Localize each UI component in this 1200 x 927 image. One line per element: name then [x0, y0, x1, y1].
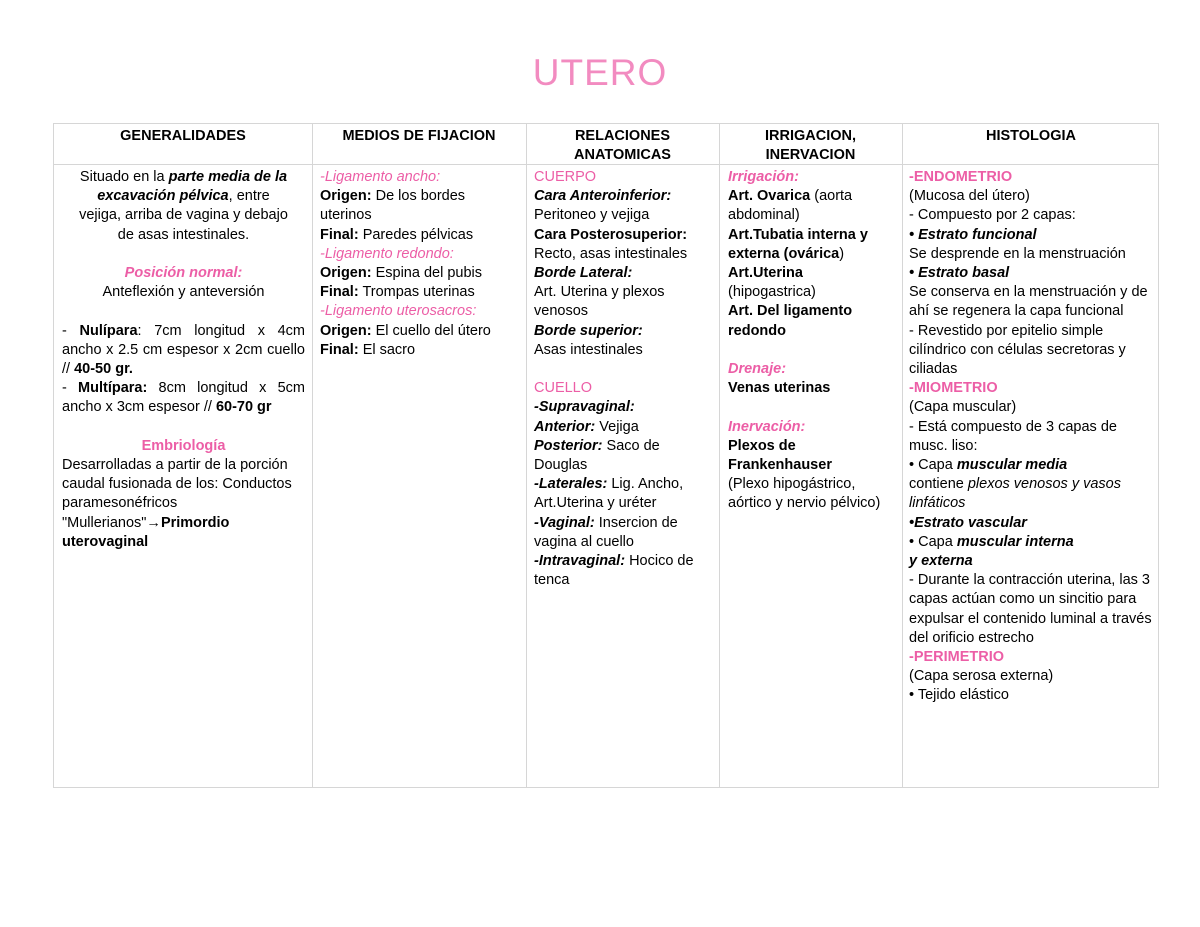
art-tubaria: Art.Tubatia interna y externa (ovárica — [728, 226, 868, 262]
ligamento-redondo-final — [320, 283, 520, 302]
situado-text — [62, 168, 305, 245]
estrato-vascular: •Estrato vascular — [909, 514, 1027, 531]
irrigacion-title: Irrigación: — [728, 169, 799, 185]
laterales-label: -Laterales: — [534, 476, 608, 493]
tejido-elastico: • Tejido elástico — [909, 687, 1009, 704]
embriologia-title: Embriología — [141, 437, 226, 454]
endometrio-capas: - Compuesto por 2 capas: — [909, 207, 1076, 224]
art-ovarica-text — [728, 187, 898, 225]
anterior-label: Anterior: — [534, 418, 596, 435]
supravaginal-label: -Supravaginal: — [534, 399, 635, 416]
miometrio-title: -MIOMETRIO — [909, 380, 998, 397]
ligamento-redondo-title: -Ligamento redondo: — [320, 245, 454, 262]
miometrio-capas: - Está compuesto de 3 capas de musc. liso: — [909, 418, 1117, 454]
vaginal-value: Insercion de vagina al cuello — [534, 514, 678, 550]
header-relaciones-line2: ANATOMICAS — [574, 147, 671, 163]
inervacion-title: Inervación: — [728, 418, 806, 435]
ligamento-ancho-title: -Ligamento ancho: — [320, 169, 441, 185]
posicion-value: Anteflexión y anteversión — [102, 284, 265, 301]
header-generalidades: GENERALIDADES — [120, 128, 246, 144]
capa-media-prefix: • Capa — [909, 457, 957, 474]
multipara-text — [62, 379, 305, 417]
capa-media-desc — [909, 475, 1152, 513]
final-value: Paredes pélvicas — [358, 226, 474, 243]
perimetrio-desc: (Capa serosa externa) — [909, 668, 1054, 685]
art-tubaria-close: ) — [839, 245, 845, 262]
capa-externa: y externa — [909, 553, 973, 570]
intravaginal-label: -Intravaginal: — [534, 553, 626, 570]
header-medios: MEDIOS DE FIJACION — [342, 128, 496, 144]
laterales-value: Lig. Ancho, Art.Uterina y uréter — [534, 476, 684, 512]
embrio-a: Desarrolladas a partir de la porción caudal fusionada de los: Conductos paramesonéfricos "Mullerianos"→ — [62, 457, 292, 531]
vaginal-text — [534, 514, 715, 552]
ligamento-uterosacros-title: -Ligamento uterosacros: — [320, 303, 477, 320]
ligamento-redondo-origen — [320, 264, 520, 283]
final-value: Trompas uterinas — [358, 284, 475, 301]
inervacion-value: Plexos de Frankenhauser — [728, 437, 832, 474]
situado-b: parte media de la — [168, 169, 288, 185]
cara-posterosuperior-value: Recto, asas intestinales — [534, 245, 688, 262]
art-ovarica-desc: (aorta abdominal) — [728, 188, 853, 224]
ligamento-ancho-final — [320, 226, 520, 245]
posicion-title: Posición normal: — [124, 265, 243, 281]
nulipara-text — [62, 322, 305, 380]
drenaje-value: Venas uterinas — [728, 380, 831, 397]
column-irrigacion — [719, 124, 902, 787]
origen-value: El cuello del útero — [371, 322, 491, 339]
vaginal-label: -Vaginal: — [534, 514, 595, 531]
situado-c: excavación pélvica — [97, 188, 229, 205]
embrio-b: Primordio uterovaginal — [62, 514, 230, 550]
header-relaciones — [526, 127, 719, 165]
posterior-text — [534, 437, 715, 475]
final-label: Final: — [320, 341, 359, 358]
intravaginal-value: Hocico de tenca — [534, 553, 694, 589]
column-relaciones — [526, 124, 719, 787]
art-uterina: Art.Uterina — [728, 265, 803, 282]
inervacion-desc: (Plexo hipogástrico, aórtico y nervio pélvico) — [728, 476, 881, 512]
origen-value: Espina del pubis — [371, 265, 482, 282]
estrato-basal-desc: Se conserva en la menstruación y de ahí se regenera la capa funcional — [909, 284, 1148, 320]
anterior-value: Vejiga — [595, 418, 639, 435]
column-histologia — [902, 124, 1160, 787]
cara-anteroinferior-value: Peritoneo y vejiga — [534, 207, 650, 224]
borde-lateral-label: Borde Lateral: — [534, 265, 633, 282]
estrato-funcional: • Estrato funcional — [909, 226, 1037, 243]
endometrio-desc: (Mucosa del útero) — [909, 188, 1030, 205]
nulipara-b: Nulípara — [79, 322, 138, 339]
ligamento-uterosacros-final — [320, 341, 520, 360]
page-title: UTERO — [532, 52, 668, 93]
revestido-text: - Revestido por epitelio simple cilíndrico con células secretoras y ciliadas — [909, 322, 1126, 378]
estrato-funcional-desc: Se desprende en la menstruación — [909, 245, 1126, 262]
situado-f: de asas intestinales. — [117, 226, 250, 243]
situado-a: Situado en la — [79, 169, 169, 185]
posterior-label: Posterior: — [534, 437, 603, 454]
histologia-content — [902, 168, 1160, 706]
cara-posterosuperior-label: Cara Posterosuperior: — [534, 226, 688, 243]
relaciones-content — [526, 168, 719, 590]
drenaje-title: Drenaje: — [728, 361, 787, 378]
capa-interna-name: muscular interna — [956, 533, 1074, 550]
multipara-a: - — [62, 380, 79, 397]
capa-media-contiene: contiene — [909, 476, 968, 493]
embriologia-text — [62, 456, 305, 552]
generalidades-content — [54, 168, 312, 552]
multipara-b: Multípara: — [78, 380, 148, 397]
column-generalidades — [54, 124, 312, 787]
borde-superior-value: Asas intestinales — [534, 341, 643, 358]
cuello-title: CUELLO — [534, 380, 593, 397]
situado-e: vejiga, arriba de vagina y debajo — [79, 207, 288, 224]
ligamento-ancho-origen — [320, 187, 520, 225]
nulipara-a: - — [62, 322, 80, 339]
borde-lateral-value: Art. Uterina y plexos venosos — [534, 284, 665, 320]
situado-d: , entre — [228, 188, 270, 205]
header-irrigacion-line2: INERVACION — [765, 147, 856, 163]
irrigacion-content — [719, 168, 902, 514]
summary-table — [53, 123, 1159, 788]
origen-value: De los bordes uterinos — [320, 188, 466, 224]
header-irrigacion — [719, 127, 902, 165]
cuerpo-title: CUERPO — [534, 169, 597, 185]
ligamento-uterosacros-origen — [320, 322, 520, 341]
column-medios — [312, 124, 526, 787]
final-label: Final: — [320, 226, 359, 243]
art-tubaria-text — [728, 226, 898, 264]
multipara-d: 60-70 gr — [215, 399, 272, 416]
posterior-value: Saco de Douglas — [534, 437, 660, 474]
capa-muscular-media — [909, 456, 1152, 475]
art-ovarica: Art. Ovarica — [728, 188, 811, 205]
nulipara-c: : 7cm longitud x 4cm ancho x 2.5 cm espesor x 2cm cuello // — [62, 322, 305, 377]
endometrio-title: -ENDOMETRIO — [909, 169, 1013, 185]
final-value: El sacro — [358, 341, 416, 358]
borde-superior-label: Borde superior: — [534, 322, 643, 339]
origen-label: Origen: — [320, 265, 372, 282]
header-relaciones-line1: RELACIONES — [574, 128, 671, 144]
header-irrigacion-line1: IRRIGACION, — [764, 128, 857, 144]
capa-media-plexos: plexos venosos y vasos linfáticos — [909, 476, 1121, 512]
cara-anteroinferior-label: Cara Anteroinferior: — [534, 188, 672, 205]
contraccion-text: - Durante la contracción uterina, las 3 capas actúan como un sincitio para expulsar el contenido luminal a través del orificio estrecho — [909, 572, 1152, 646]
anterior-text — [534, 418, 715, 437]
capa-interna-prefix: • Capa — [909, 533, 957, 550]
capa-muscular-interna — [909, 533, 1152, 552]
origen-label: Origen: — [320, 322, 372, 339]
final-label: Final: — [320, 284, 359, 301]
laterales-text — [534, 475, 715, 513]
medios-content — [312, 168, 526, 360]
origen-label: Origen: — [320, 188, 372, 205]
header-histologia: HISTOLOGIA — [986, 128, 1076, 144]
art-uterina-desc: (hipogastrica) — [728, 284, 816, 301]
multipara-c: 8cm longitud x 5cm ancho x 3cm espesor // — [62, 380, 305, 416]
art-ligamento-redondo: Art. Del ligamento redondo — [728, 303, 853, 339]
capa-media-name: muscular media — [956, 457, 1068, 474]
nulipara-d: 40-50 gr. — [74, 361, 133, 377]
intravaginal-text — [534, 552, 715, 590]
miometrio-desc: (Capa muscular) — [909, 399, 1017, 416]
perimetrio-title: -PERIMETRIO — [909, 649, 1005, 666]
estrato-basal: • Estrato basal — [909, 265, 1010, 282]
